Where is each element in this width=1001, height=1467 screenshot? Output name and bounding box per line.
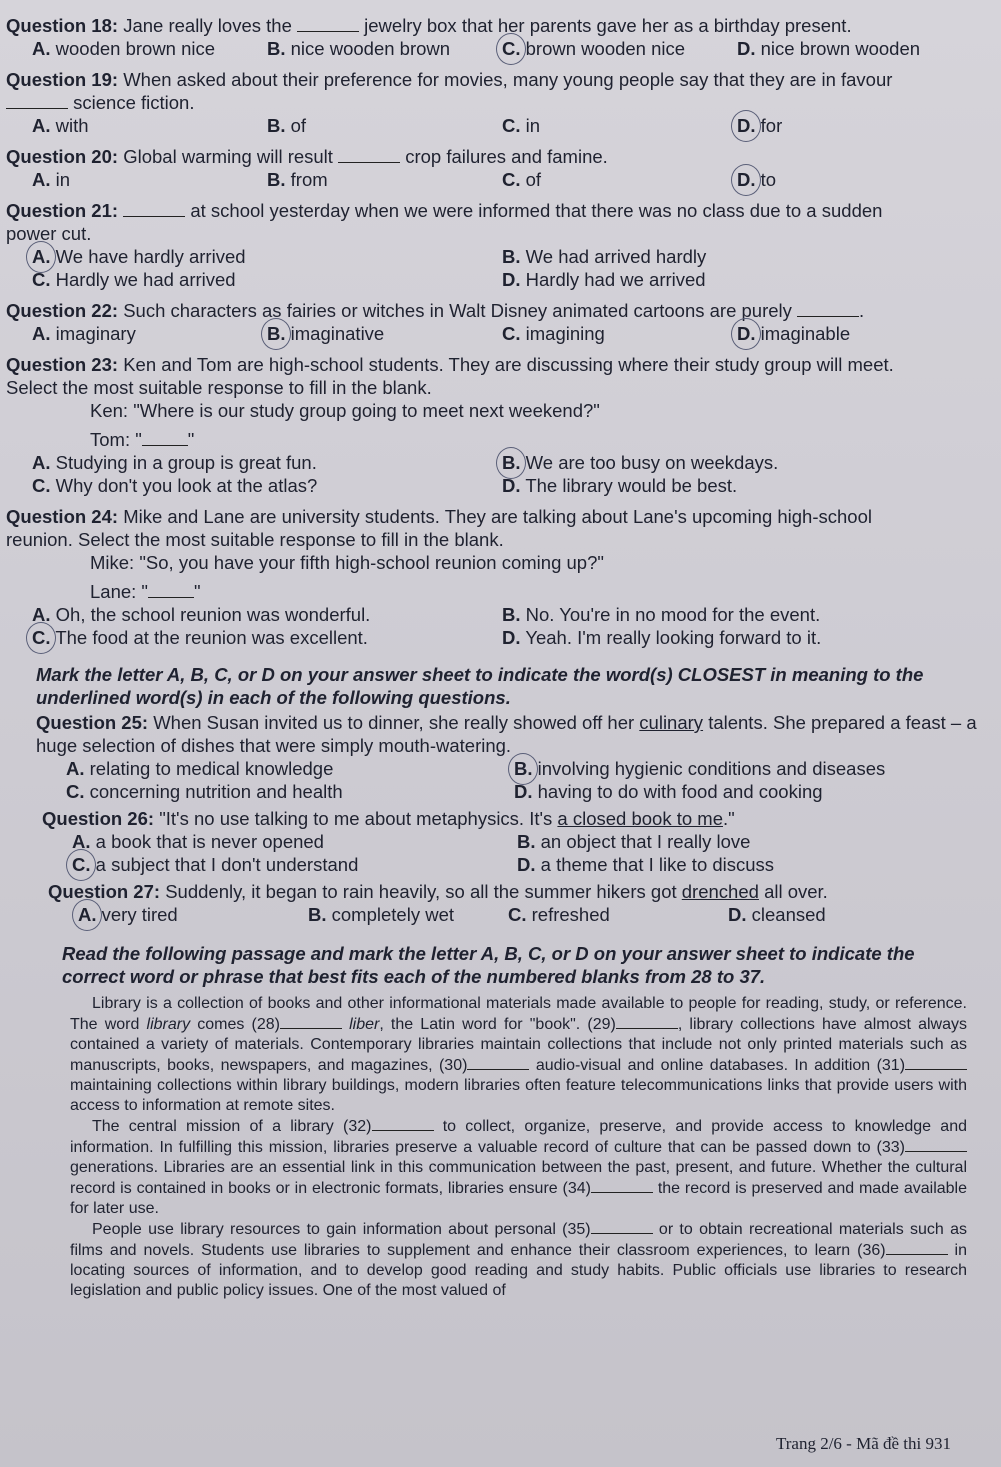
option-c: C. concerning nutrition and health: [66, 781, 343, 802]
option-b: B. nice wooden brown: [267, 38, 451, 59]
question-23: Question 23: Ken and Tom are high-school students. They are discussing where their study group will meet. Select the most suitable response to fill in the blank.: [6, 354, 894, 398]
option-c: C. of: [502, 169, 542, 190]
question-20: Question 20: Global warming will result crop failures and famine.: [6, 146, 608, 167]
answer-blank: [591, 1219, 653, 1234]
answer-circle-mark: A.: [32, 246, 51, 267]
question-number: Question 24:: [6, 506, 119, 527]
question-number: Question 19:: [6, 69, 119, 90]
dialog-line: Mike: "So, you have your fifth high-school reunion coming up?": [90, 552, 604, 573]
question-number: Question 22:: [6, 300, 119, 321]
option-b: B. completely wet: [308, 904, 454, 925]
option-a: A. in: [32, 169, 71, 190]
options-26: [6, 830, 983, 876]
underlined-word: drenched: [681, 881, 759, 902]
answer-blank: [591, 1178, 653, 1193]
question-27: Question 27: Suddenly, it began to rain heavily, so all the summer hikers got drenched all over.: [48, 881, 828, 902]
answer-blank: [905, 1055, 967, 1070]
option-c: C. Hardly we had arrived: [32, 269, 236, 290]
option-a: A. We have hardly arrived: [32, 246, 246, 267]
option-b: B. We are too busy on weekdays.: [502, 452, 779, 473]
option-d: D. The library would be best.: [502, 475, 738, 496]
answer-blank: [123, 202, 185, 217]
answer-blank: [372, 1116, 434, 1131]
option-d: D. imaginable: [737, 323, 851, 344]
page-footer: Trang 2/6 - Mã đề thi 931: [775, 1434, 951, 1453]
question-25: Question 25: When Susan invited us to dinner, she really showed off her culinary talents. She prepared a feast – a huge selection of dishes that were simply mouth-watering.: [36, 712, 977, 756]
option-c: C. Why don't you look at the atlas?: [32, 475, 318, 496]
passage-paragraph: Library is a collection of books and other informational materials made available to people for reading, study, or reference. The word library comes (28) liber, the Latin word for "book". (29) , library collections have almost always contained a variety of materials. Contemporary libraries maintain collections that include not only printed materials such as manuscripts, books, newspapers, and magazines, (30) audio-visual and online databases. In addition (31) maintaining collections within library buildings, modern libraries often feature telecommunications links that provide users with access to information at remote sites.: [70, 995, 967, 1114]
option-d: D. having to do with food and cooking: [514, 781, 823, 802]
question-number: Question 27:: [48, 881, 161, 902]
option-a: A. very tired: [78, 904, 178, 925]
option-b: B. an object that I really love: [517, 831, 751, 852]
options-18: [6, 37, 983, 60]
answer-blank: [148, 583, 194, 598]
answer-circle-mark: B.: [502, 452, 521, 473]
answer-blank: [616, 1014, 678, 1029]
options-24: [6, 603, 983, 649]
answer-blank: [297, 17, 359, 32]
question-19: Question 19: When asked about their preference for movies, many young people say that they are in favour science fiction.: [6, 69, 893, 113]
options-20: [6, 168, 983, 191]
question-number: Question 21:: [6, 200, 119, 221]
option-d: D. a theme that I like to discuss: [517, 854, 775, 875]
answer-circle-mark: B.: [514, 758, 533, 779]
dialog-line: Ken: "Where is our study group going to meet next weekend?": [90, 400, 600, 421]
option-a: A. Studying in a group is great fun.: [32, 452, 317, 473]
option-a: A. relating to medical knowledge: [66, 758, 334, 779]
answer-blank: [886, 1240, 948, 1255]
option-c: C. in: [502, 115, 541, 136]
passage-paragraph: People use library resources to gain information about personal (35) or to obtain recreational materials such as films and novels. Students use libraries to supplement and enhance their classroom experiences, to learn (36) in locating sources of information, and to develop good reading and study habits. Public officials use libraries to research legislation and public policy issues. One of the most valued of: [70, 1221, 968, 1299]
answer-circle-mark: C.: [32, 627, 51, 648]
question-22: Question 22: Such characters as fairies or witches in Walt Disney animated cartoons are purely .: [6, 300, 865, 321]
option-c: C. refreshed: [508, 904, 610, 925]
option-d: D. Hardly had we arrived: [502, 269, 706, 290]
option-a: A. imaginary: [32, 323, 136, 344]
option-a: A. a book that is never opened: [72, 831, 324, 852]
options-22: [6, 322, 983, 345]
option-c: C. a subject that I don't understand: [72, 854, 359, 875]
option-b: B. No. You're in no mood for the event.: [502, 604, 821, 625]
question-number: Question 18:: [6, 15, 119, 36]
passage-paragraph: The central mission of a library (32) to collect, organize, preserve, and provide access to knowledge and information. In fulfilling this mission, libraries preserve a valuable record of culture that can be passed down to (33) generations. Libraries are an essential link in this communication between the past, present, and future. Whether the cultural record is contained in books or in electronic formats, libraries ensure (34) the record is preserved and made available for later use.: [70, 1118, 967, 1217]
answer-blank: [797, 302, 859, 317]
answer-circle-mark: B.: [267, 323, 286, 344]
option-d: D. cleansed: [728, 904, 826, 925]
answer-circle-mark: D.: [737, 323, 756, 344]
underlined-word: culinary: [639, 712, 704, 733]
question-21: Question 21: at school yesterday when we were informed that there was no class due to a sudden power cut.: [6, 200, 883, 244]
option-a: A. Oh, the school reunion was wonderful.: [32, 604, 371, 625]
question-18: Question 18: Jane really loves the jewelry box that her parents gave her as a birthday present.: [6, 15, 852, 36]
option-a: A. wooden brown nice: [32, 38, 216, 59]
answer-blank: [905, 1137, 967, 1152]
options-27: [6, 903, 983, 926]
option-d: D. nice brown wooden: [737, 38, 921, 59]
options-19: [6, 114, 983, 137]
options-23: [6, 451, 983, 497]
option-b: B. imaginative: [267, 323, 385, 344]
section-instruction: Mark the letter A, B, C, or D on your answer sheet to indicate the word(s) CLOSEST in meaning to the underlined word(s) in each of the following questions.: [36, 664, 924, 708]
answer-blank: [467, 1055, 529, 1070]
option-b: B. We had arrived hardly: [502, 246, 707, 267]
option-d: D. Yeah. I'm really looking forward to it.: [502, 627, 822, 648]
question-24: Question 24: Mike and Lane are university students. They are talking about Lane's upcoming high-school reunion. Select the most suitable response to fill in the blank.: [6, 506, 872, 550]
answer-circle-mark: A.: [78, 904, 97, 925]
answer-circle-mark: D.: [737, 169, 756, 190]
question-number: Question 23:: [6, 354, 119, 375]
option-d: D. to: [737, 169, 777, 190]
option-b: B. from: [267, 169, 328, 190]
dialog-line: Lane: " ": [90, 581, 201, 602]
question-number: Question 20:: [6, 146, 119, 167]
options-21: [6, 245, 983, 291]
answer-circle-mark: C.: [502, 38, 521, 59]
answer-blank: [280, 1014, 342, 1029]
option-c: C. brown wooden nice: [502, 38, 686, 59]
question-26: Question 26: "It's no use talking to me about metaphysics. It's a closed book to me.": [42, 808, 735, 829]
question-number: Question 26:: [42, 808, 155, 829]
option-d: D. for: [737, 115, 783, 136]
option-b: B. of: [267, 115, 307, 136]
reading-passage: [6, 994, 983, 1301]
section-instruction: Read the following passage and mark the letter A, B, C, or D on your answer sheet to indicate the correct word or phrase that best fits each of the numbered blanks from 28 to 37.: [62, 943, 915, 987]
underlined-word: a closed book to me: [557, 808, 723, 829]
option-c: C. imagining: [502, 323, 605, 344]
answer-circle-mark: D.: [737, 115, 756, 136]
answer-blank: [6, 94, 68, 109]
answer-circle-mark: C.: [72, 854, 91, 875]
options-25: [6, 757, 983, 803]
dialog-line: Tom: " ": [90, 429, 195, 450]
answer-blank: [142, 431, 188, 446]
question-number: Question 25:: [36, 712, 149, 733]
option-b: B. involving hygienic conditions and diseases: [514, 758, 886, 779]
option-a: A. with: [32, 115, 89, 136]
answer-blank: [338, 148, 400, 163]
option-c: C. The food at the reunion was excellent.: [32, 627, 368, 648]
